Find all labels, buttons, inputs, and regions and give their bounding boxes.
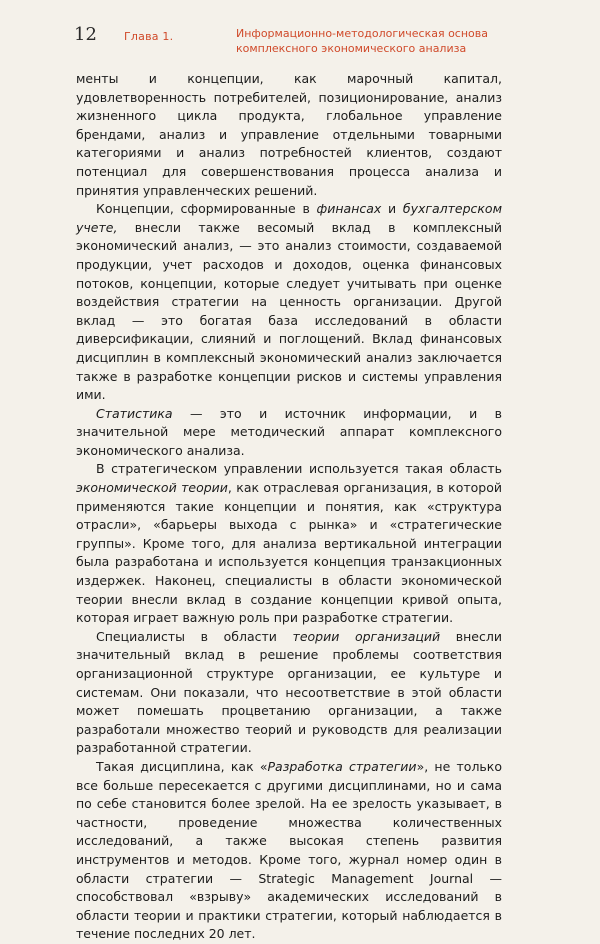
text-segment: Специалисты в области — [96, 628, 293, 644]
chapter-title-line-1: Информационно-методологическая основа — [236, 27, 488, 40]
paragraph-strategy-development — [76, 758, 502, 944]
page-body — [76, 70, 502, 944]
emphasis-accounting: бухгалтерском учете, — [76, 201, 503, 235]
emphasis-finance: финансах — [316, 201, 382, 217]
emphasis-economic-theory: экономической теории — [76, 480, 228, 496]
emphasis-organization-theory: теории организаций — [292, 628, 441, 644]
text-segment: В стратегическом управлении используется такая область — [96, 461, 502, 477]
chapter-title — [236, 26, 536, 56]
chapter-label: Глава 1. — [124, 30, 174, 43]
text-segment: и — [381, 201, 403, 217]
text-segment: Концепции, сформированные в — [96, 201, 317, 217]
paragraph-finance — [76, 200, 502, 405]
text-segment: внесли также весомый вклад в комплексный экономический анализ, — это анализ стоимости, создаваемой продукции, учет расходов и доходов, оценка финансовых потоков, концепции, которые следует учитывать при оценке воздействия стратегии на ценность организации. Другой вклад — это богатая база исследований в области диверсификации, слияний и поглощений. Вклад финансовых дисциплин в комплексный экономический анализ заключается также в разработке концепции рисков и системы управления ими. — [76, 219, 502, 403]
text-segment: Такая дисциплина, как « — [96, 758, 268, 774]
text-segment: внесли значительный вклад в решение проблемы соответствия организационной структуре организации, ее культуре и системам. Они показали, что несоответствие в этой области может помешать процветанию организации, а также разработали множество теорий и руководств для реализации разработанной стратегии. — [76, 628, 502, 756]
text-segment: », не только все больше пересекается с другими дисциплинами, но и сама по себе становится более зрелой. На ее зрелость указывает, в частности, проведение множества количественных исследований, а также высокая степень развития инструментов и методов. Кроме того, журнал номер один в области стратегии — Strategic Management Journal — способствовал «взрыву» академических исследований в области теории и практики стратегии, который наблюдается в течение последних 20 лет. — [76, 758, 502, 942]
text-segment: — это и источник информации, и в значительной мере методический аппарат комплексного экономического анализа. — [76, 405, 502, 458]
paragraph-statistics — [76, 405, 502, 461]
page-header — [0, 0, 600, 62]
emphasis-strategy-development: Разработка стратегии — [267, 758, 417, 774]
emphasis-statistics: Статистика — [96, 405, 173, 421]
text-segment: , как отраслевая организация, в которой применяются такие концепции и понятия, как «структура отрасли», «барьеры выхода с рынка» и «стратегические группы». Кроме того, для анализа вертикальной интеграции была разработана и используется концепция транзакционных издержек. Наконец, специалисты в области экономической теории внесли вклад в создание концепции кривой опыта, которая играет важную роль при разработке стратегии. — [76, 480, 502, 626]
paragraph-continuation: менты и концепции, как марочный капитал, удовлетворенность потребителей, позиционирование, анализ жизненного цикла продукта, глобальное управление брендами, анализ и управление отдельными товарными категориями и анализ потребностей клиентов, создают потенциал для совершенствования процесса анализа и принятия управленческих решений. — [76, 71, 502, 198]
paragraph-organization-theory — [76, 628, 502, 758]
page-number: 12 — [74, 24, 97, 45]
chapter-title-line-2: комплексного экономического анализа — [236, 42, 467, 55]
paragraph-economic-theory — [76, 460, 502, 627]
